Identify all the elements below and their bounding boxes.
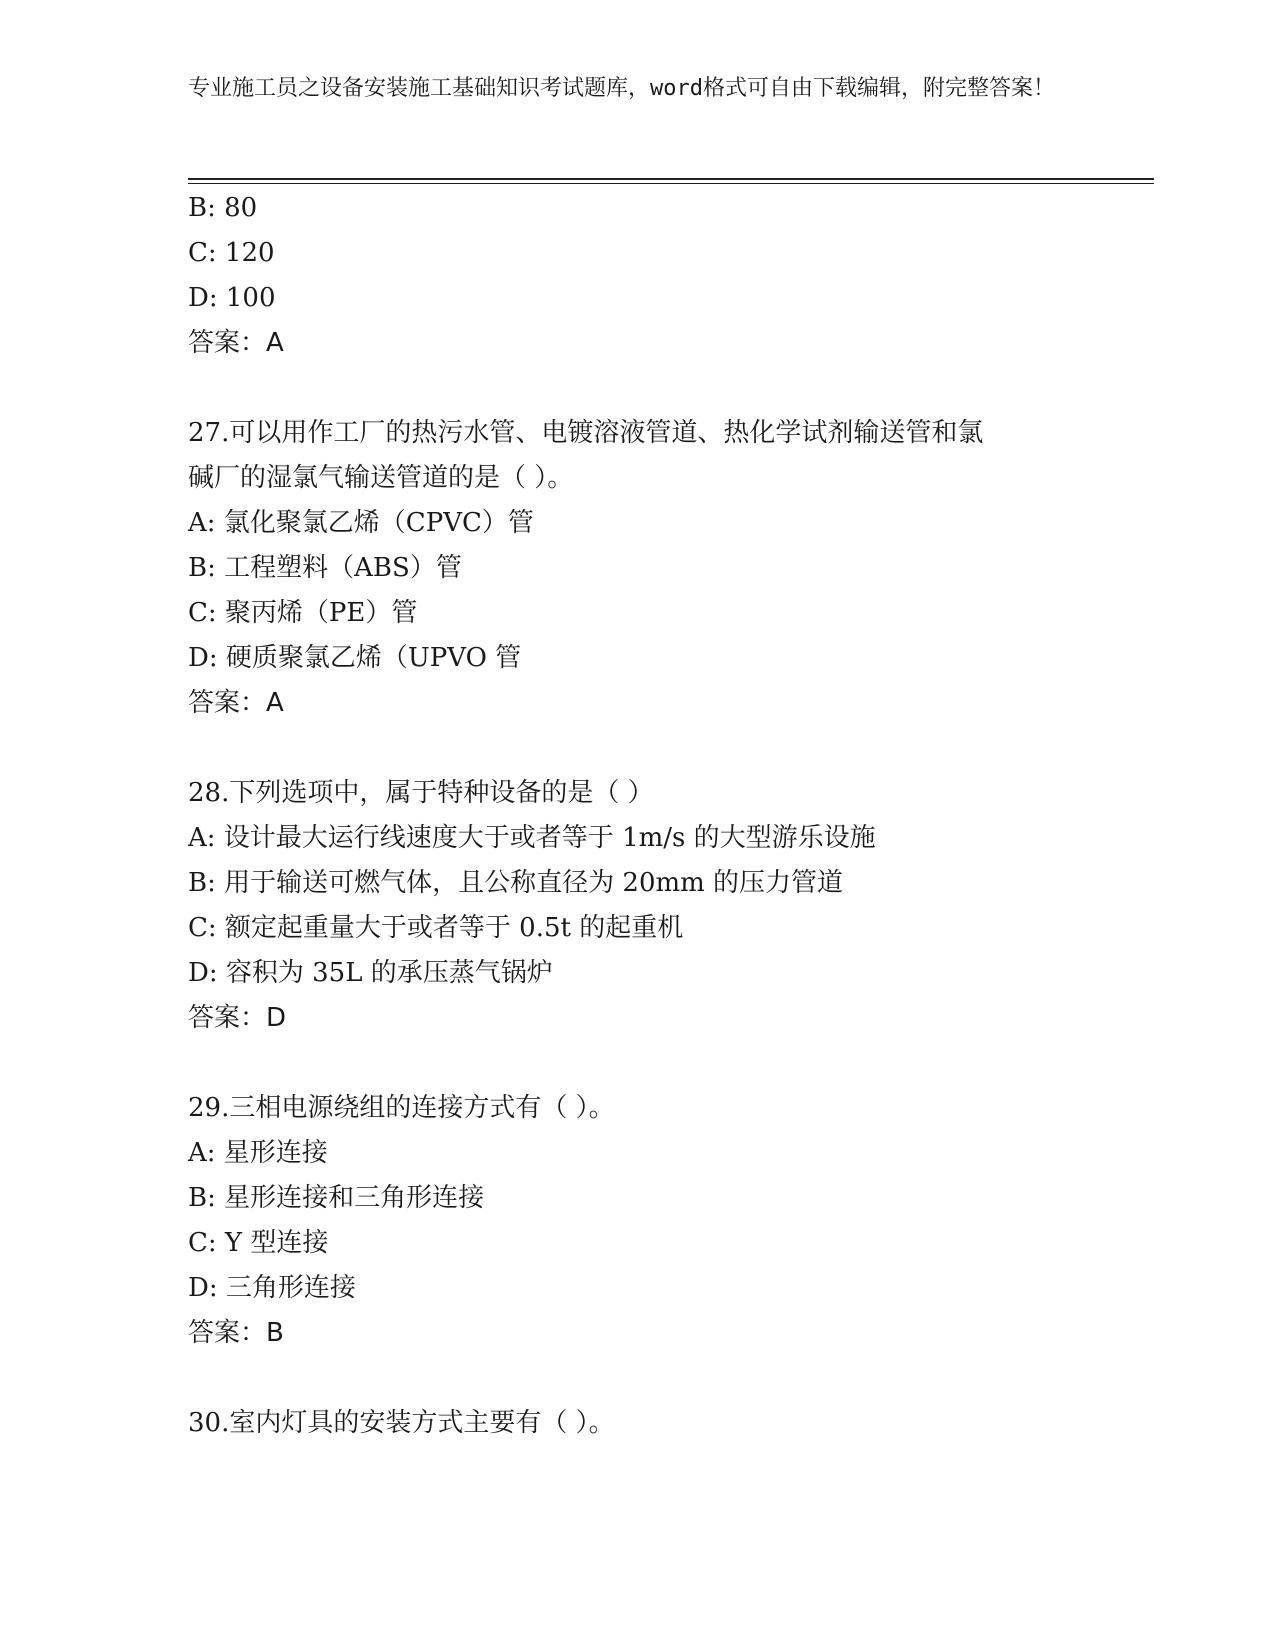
option-c: C: 120 xyxy=(188,238,275,268)
answer: 答案：A xyxy=(188,688,284,718)
document-header: 专业施工员之设备安装施工基础知识考试题库，word格式可自由下载编辑，附完整答案！ xyxy=(188,76,1055,101)
option-a: A: 设计最大运行线速度大于或者等于 1m/s 的大型游乐设施 xyxy=(188,823,876,853)
question-30: 30.室内灯具的安装方式主要有（ ）。 xyxy=(188,1408,615,1438)
option-d: D: 三角形连接 xyxy=(188,1273,356,1303)
option-d: D: 100 xyxy=(188,283,276,313)
option-c: C: 额定起重量大于或者等于 0.5t 的起重机 xyxy=(188,913,684,943)
option-b: B: 工程塑料（ABS）管 xyxy=(188,553,462,583)
question-29: 29.三相电源绕组的连接方式有（ ）。 xyxy=(188,1093,615,1123)
question-27: 27.可以用作工厂的热污水管、电镀溶液管道、热化学试剂输送管和氯 xyxy=(188,418,984,448)
option-b: B: 用于输送可燃气体，且公称直径为 20mm 的压力管道 xyxy=(188,868,844,898)
option-d: D: 容积为 35L 的承压蒸气锅炉 xyxy=(188,958,553,988)
option-c: C: Y 型连接 xyxy=(188,1228,329,1258)
question-27-cont: 碱厂的湿氯气输送管道的是（ ）。 xyxy=(188,463,574,493)
header-divider-thick xyxy=(188,178,1154,180)
option-a: A: 氯化聚氯乙烯（CPVC）管 xyxy=(188,508,534,538)
option-c: C: 聚丙烯（PE）管 xyxy=(188,598,418,628)
answer: 答案：B xyxy=(188,1318,284,1348)
question-28: 28.下列选项中，属于特种设备的是（ ） xyxy=(188,778,654,808)
option-b: B: 80 xyxy=(188,193,258,223)
header-divider-thin xyxy=(188,183,1154,184)
option-b: B: 星形连接和三角形连接 xyxy=(188,1183,485,1213)
answer: 答案：A xyxy=(188,328,284,358)
option-d: D: 硬质聚氯乙烯（UPVO 管 xyxy=(188,643,522,673)
option-a: A: 星形连接 xyxy=(188,1138,328,1168)
answer: 答案：D xyxy=(188,1003,287,1033)
